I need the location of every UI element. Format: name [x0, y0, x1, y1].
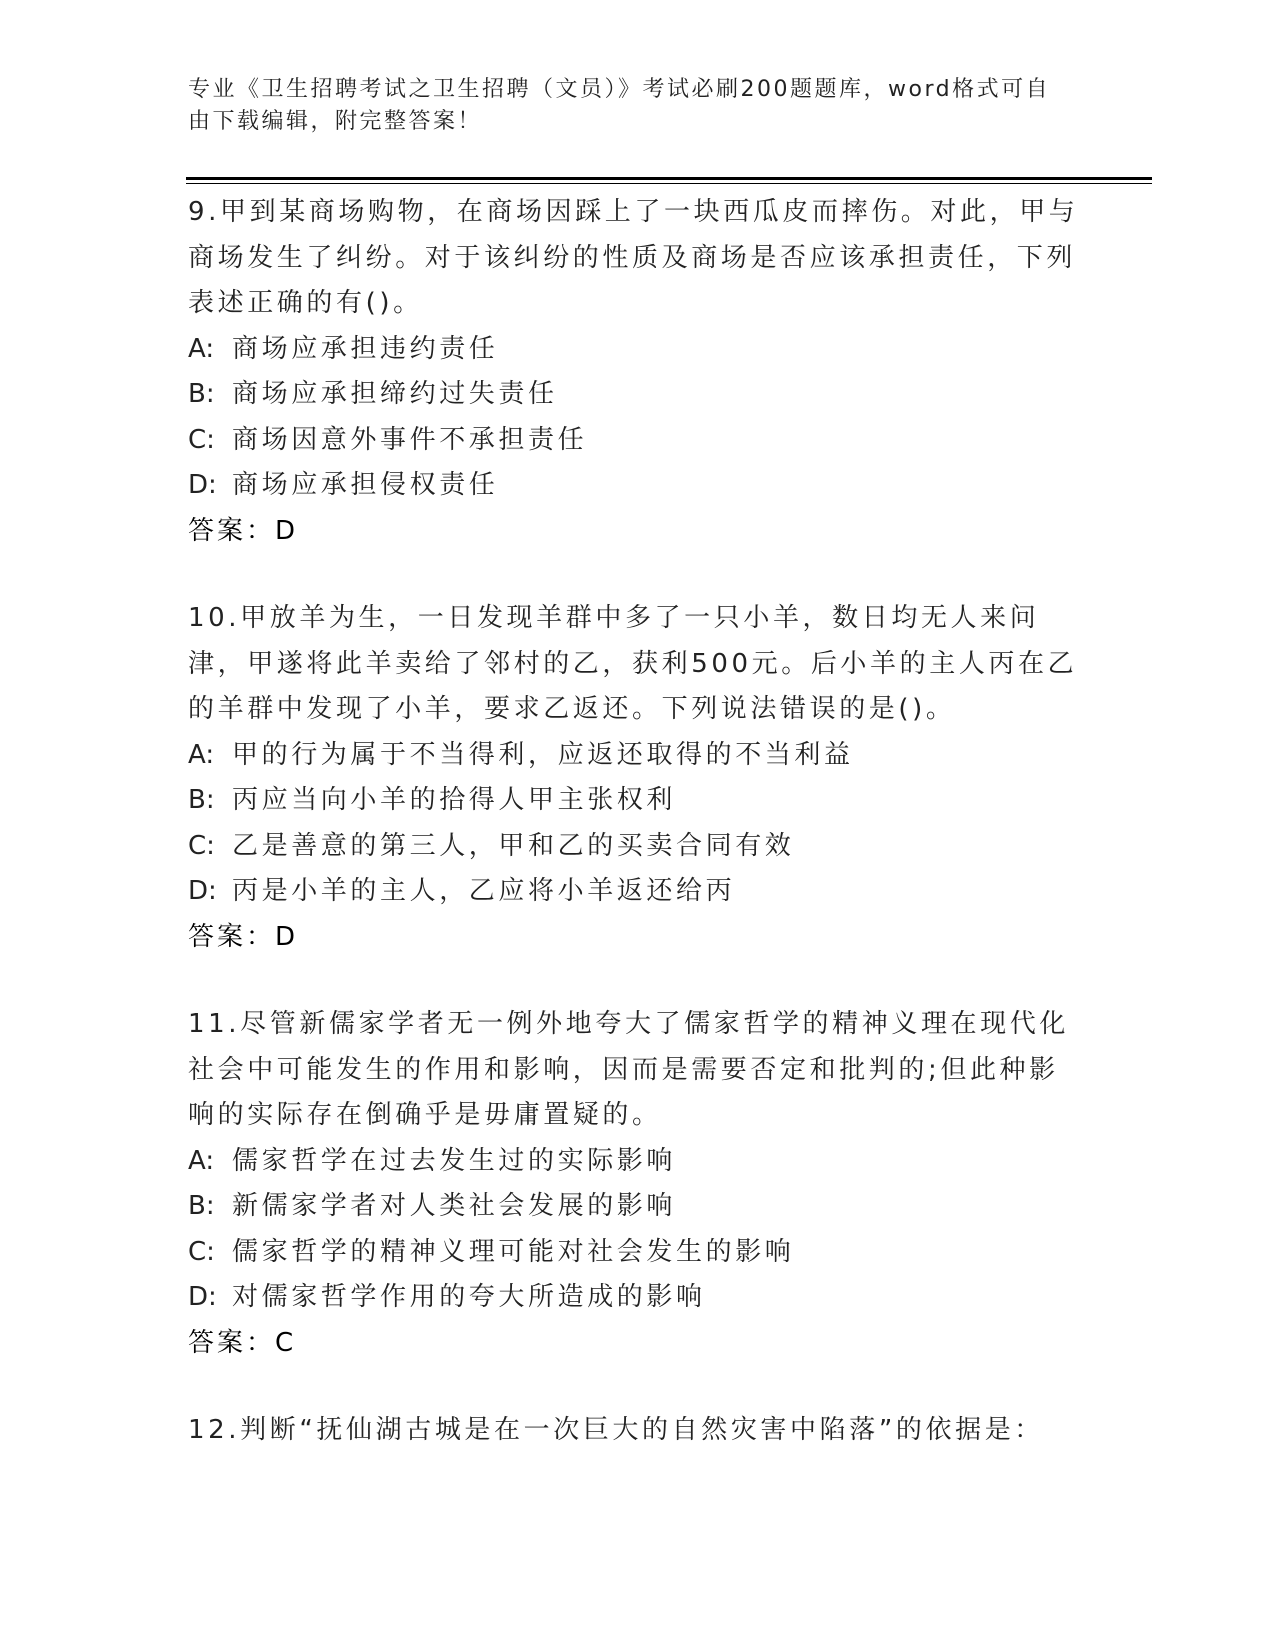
option-text: 儒家哲学在过去发生过的实际影响: [232, 1145, 677, 1176]
option-c: [188, 418, 1088, 464]
option-letter: A:: [188, 739, 215, 770]
option-a: [188, 327, 1088, 373]
option-a: [188, 1139, 1088, 1185]
option-text: 丙是小羊的主人，乙应将小羊返还给丙: [232, 876, 736, 906]
question-stem: 10.甲放羊为生，一日发现羊群中多了一只小羊，数日均无人来问津，甲遂将此羊卖给了邻村的乙，获利500元。后小羊的主人丙在乙的羊群中发现了小羊，要求乙返还。下列说法错误的是()。: [188, 603, 1078, 724]
option-text: 商场应承担侵权责任: [232, 470, 499, 500]
option-text: 新儒家学者对人类社会发展的影响: [232, 1191, 677, 1221]
question-stem: 12.判断“抚仙湖古城是在一次巨大的自然灾害中陷落”的依据是：: [188, 1415, 1044, 1445]
question-10: [188, 596, 1088, 960]
question-stem: 9.甲到某商场购物，在商场因踩上了一块西瓜皮而摔伤。对此，甲与商场发生了纠纷。对于该纠纷的性质及商场是否应该承担责任，下列表述正确的有()。: [188, 197, 1079, 318]
option-text: 甲的行为属于不当得利，应返还取得的不当利益: [232, 739, 854, 770]
option-letter: C:: [188, 1236, 215, 1267]
header-divider-thin: [186, 183, 1152, 184]
option-text: 商场因意外事件不承担责任: [232, 424, 588, 455]
option-c: [188, 1230, 1088, 1276]
question-stem: 11.尽管新儒家学者无一例外地夸大了儒家哲学的精神义理在现代化社会中可能发生的作用和影响，因而是需要否定和批判的;但此种影响的实际存在倒确乎是毋庸置疑的。: [188, 1009, 1069, 1130]
header-divider-thick: [186, 177, 1152, 180]
answer-line: 答案：D: [188, 921, 299, 952]
option-text: 商场应承担违约责任: [232, 333, 499, 364]
option-letter: D:: [188, 876, 217, 906]
answer-line: 答案：C: [188, 1327, 297, 1358]
option-a: [188, 733, 1088, 779]
option-text: 对儒家哲学作用的夸大所造成的影响: [232, 1282, 706, 1312]
option-c: [188, 824, 1088, 870]
option-letter: A:: [188, 333, 215, 364]
option-d: [188, 463, 1088, 509]
option-letter: C:: [188, 830, 215, 861]
option-letter: B:: [188, 379, 215, 409]
option-b: [188, 372, 1088, 418]
question-11: [188, 1002, 1088, 1366]
document-header: 专业《卫生招聘考试之卫生招聘（文员）》考试必刷200题题库，word格式可自由下载编辑，附完整答案！: [188, 77, 1051, 134]
option-d: [188, 869, 1088, 915]
option-letter: B:: [188, 785, 215, 815]
option-letter: B:: [188, 1191, 215, 1221]
question-list: [188, 190, 1088, 1496]
option-text: 丙应当向小羊的拾得人甲主张权利: [232, 785, 677, 815]
question-9: [188, 190, 1088, 554]
option-b: [188, 778, 1088, 824]
option-letter: C:: [188, 424, 215, 455]
question-12: [188, 1408, 1088, 1454]
option-letter: D:: [188, 1282, 217, 1312]
option-b: [188, 1184, 1088, 1230]
option-text: 儒家哲学的精神义理可能对社会发生的影响: [232, 1236, 795, 1267]
option-text: 乙是善意的第三人，甲和乙的买卖合同有效: [232, 830, 795, 861]
option-letter: A:: [188, 1145, 215, 1176]
option-letter: D:: [188, 470, 217, 500]
option-d: [188, 1275, 1088, 1321]
answer-line: 答案：D: [188, 515, 299, 546]
option-text: 商场应承担缔约过失责任: [232, 379, 558, 409]
